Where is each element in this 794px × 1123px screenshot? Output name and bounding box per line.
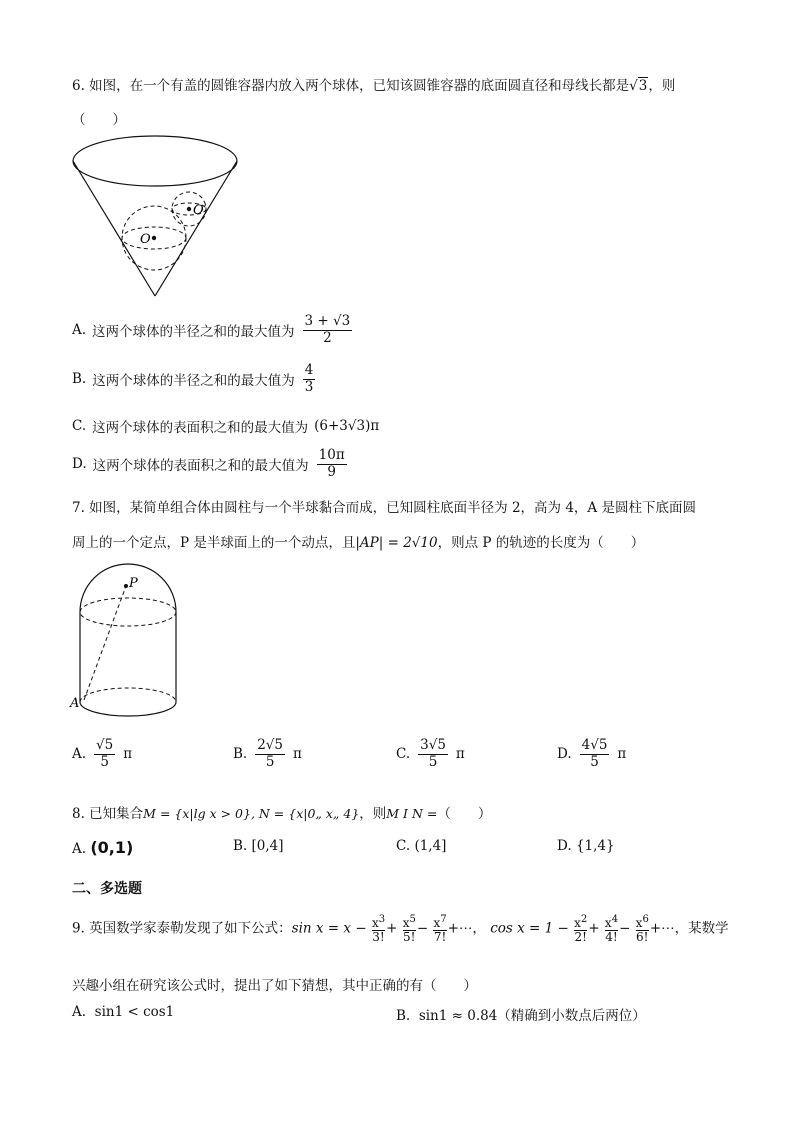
q6-option-a: A. 这两个球体的半径之和的最大值为 $\frac{3 + √3}{2}$	[72, 313, 351, 346]
q7-label-a: A	[70, 696, 80, 711]
q6-label-o-prime: O′	[193, 203, 207, 218]
q6-root: √3	[629, 78, 648, 94]
q8-option-a: A. (0,1)	[72, 838, 134, 857]
q8-option-c: C. (1,4]	[396, 838, 447, 854]
q6-option-c: C. 这两个球体的表面积之和的最大值为 (6+3√3)π	[72, 418, 380, 436]
q9-option-b: B. sin1 ≈ 0.84（精确到小数点后两位）	[396, 1008, 646, 1024]
q9-stem: 9. 英国数学家泰勒发现了如下公式：sin x = x − $\frac{x^3}{3!}$ + $\frac{x^5}{5!}$ − $\frac{x^7}{7!}$ +⋯， cos x = 1 − $\frac{x^2}{2!}$ + $\frac{x^4}{4!}$ − $\frac{x^6}{6!}$ +⋯，某数学	[72, 914, 729, 945]
q7-line2: 周上的一个定点，P 是半球面上的一个动点，且|AP| = 2√10，则点 P 的轨迹的长度为（ ）	[72, 535, 645, 551]
q9-line2: 兴趣小组在研究该公式时，提出了如下猜想，其中正确的有（ ）	[72, 978, 477, 994]
q6-stem-text: 6. 如图，在一个有盖的圆锥容器内放入两个球体，已知该圆锥容器的底面圆直径和母线长都是	[72, 78, 630, 94]
q6-label-o: O	[140, 232, 151, 247]
q9-option-a: A. sin1 < cos1	[72, 1004, 175, 1020]
q8-option-d: D. {1,4}	[557, 838, 615, 854]
q7-option-b: B. $\frac{2√5}{5}$ π	[233, 737, 302, 770]
q8-stem: 8. 已知集合M = {x|lg x > 0}, N = {x|0„ x„ 4}，则M I N =（ ）	[72, 806, 492, 822]
q6-option-b: B. 这两个球体的半径之和的最大值为 $\frac{4}{3}$	[72, 362, 314, 395]
section-title: 二、多选题	[72, 881, 142, 897]
q7-line1: 7. 如图，某简单组合体由圆柱与一个半球黏合而成，已知圆柱底面半径为 2，高为 4，A 是圆柱下底面圆	[72, 500, 696, 516]
q6-stem-end: ，则	[648, 78, 676, 94]
q7-label-p: P	[129, 576, 138, 591]
q7-option-d: D. $\frac{4√5}{5}$ π	[557, 737, 627, 770]
q8-option-b: B. [0,4]	[233, 838, 284, 854]
q6-paren: （ ）	[72, 112, 126, 128]
q7-option-a: A. $\frac{√5}{5}$ π	[72, 737, 133, 770]
q6-option-d: D. 这两个球体的表面积之和的最大值为 $\frac{10\pi}{9}$	[72, 447, 345, 480]
q7-option-c: C. $\frac{3√5}{5}$ π	[396, 737, 465, 770]
